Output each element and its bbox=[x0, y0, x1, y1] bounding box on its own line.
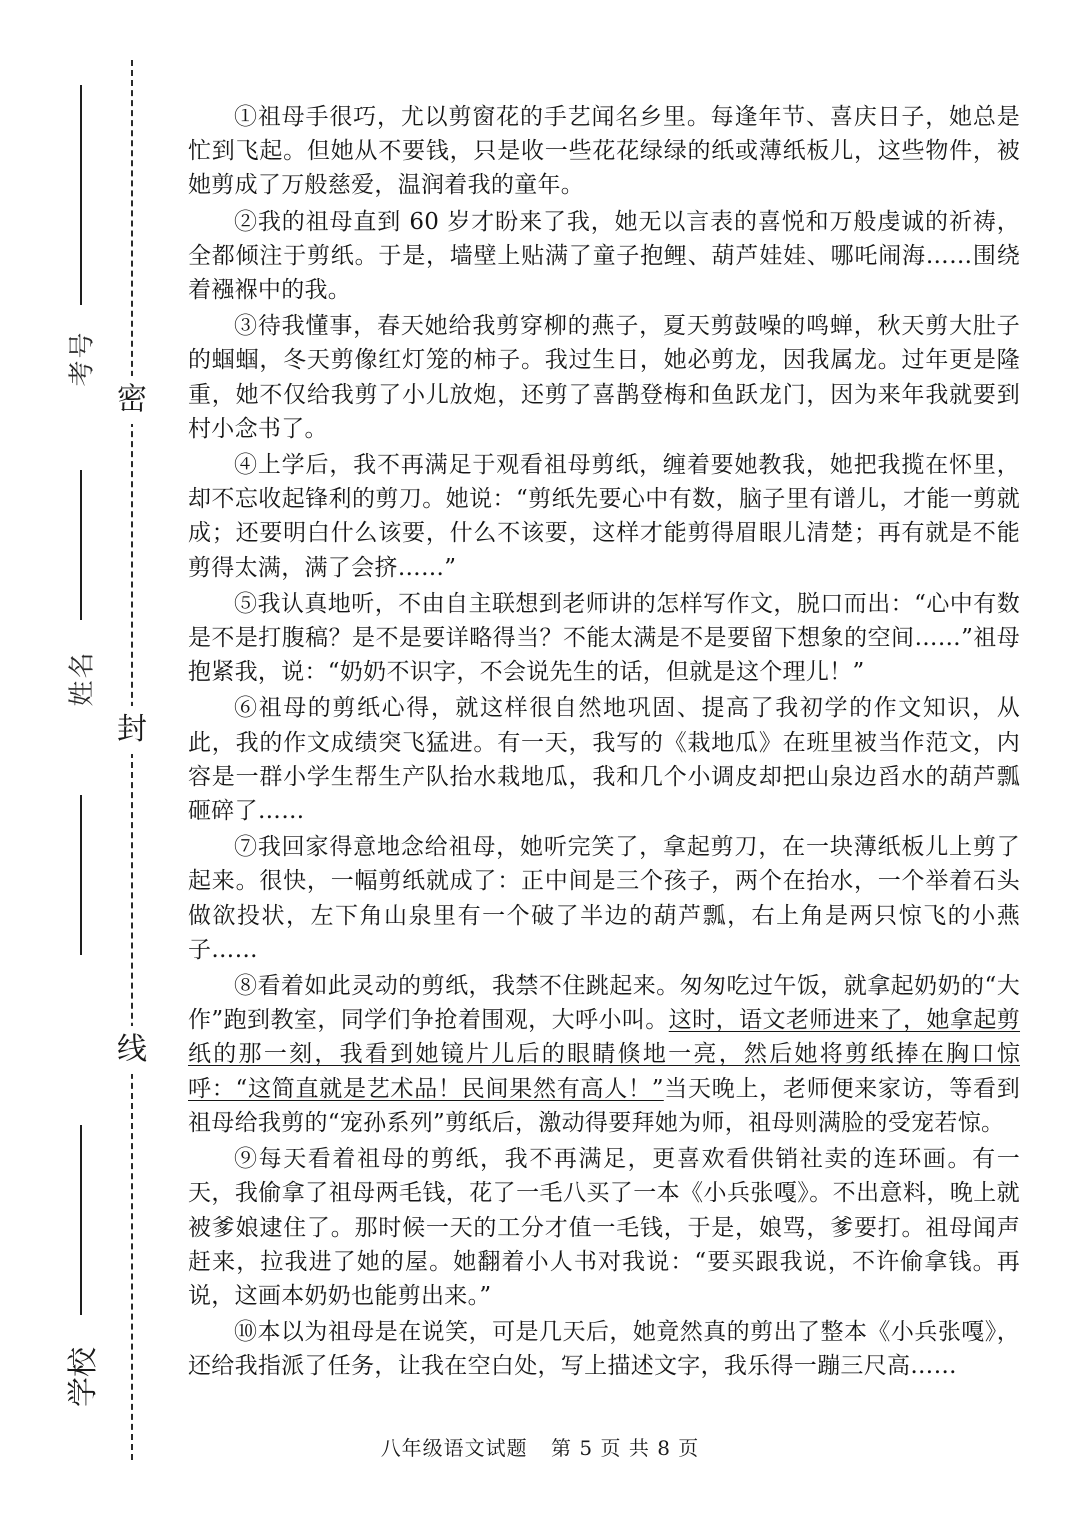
school-label: 学校 bbox=[66, 1347, 101, 1407]
exam-number-label: 考号 bbox=[67, 330, 98, 387]
page-footer bbox=[0, 1432, 1080, 1461]
paragraph-8-before: ⑧看着如此灵动的剪纸，我禁不住跳起来。匆匆吃过午饭，就拿起奶奶的“大作”跑到教室，同学们争抢着围观，大呼小叫。 bbox=[188, 973, 1020, 1034]
exam-number-line[interactable] bbox=[80, 85, 82, 305]
paragraph-6: ⑥祖母的剪纸心得，就这样很自然地巩固、提高了我初学的作文知识，从此，我的作文成绩突飞猛进。有一天，我写的《栽地瓜》在班里被当作范文，内容是一群小学生帮生产队抬水栽地瓜，我和几个小调皮却把山泉边舀水的葫芦瓢砸碎了…… bbox=[188, 695, 1020, 825]
school-line[interactable] bbox=[80, 1125, 82, 1315]
paragraph-9: ⑨每天看着祖母的剪纸，我不再满足，更喜欢看供销社卖的连环画。有一天，我偷拿了祖母两毛钱，花了一毛八买了一本《小兵张嘎》。不出意料，晚上就被爹娘逮住了。那时候一天的工分才值一毛钱，于是，娘骂，爹要打。祖母闻声赶来，拉我进了她的屋。她翻着小人书对我说：“要买跟我说，不许偷拿钱。再说，这画本奶奶也能剪出来。” bbox=[188, 1146, 1020, 1309]
paragraph-10: ⑩本以为祖母是在说笑，可是几天后，她竟然真的剪出了整本《小兵张嘎》，还给我指派了任务，让我在空白处，写上描述文字，我乐得一蹦三尺高…… bbox=[188, 1319, 1020, 1380]
seal-char-mi: 密 bbox=[108, 376, 156, 424]
paragraph-8 bbox=[188, 969, 1020, 1140]
paragraph-7: ⑦我回家得意地念给祖母，她听完笑了，拿起剪刀，在一块薄纸板儿上剪了起来。很快，一幅剪纸就成了：正中间是三个孩子，两个在抬水，一个举着石头做欲投状，左下角山泉里有一个破了半边的葫芦瓢，右上角是两只惊飞的小燕子…… bbox=[188, 834, 1020, 963]
paragraph-4: ④上学后，我不再满足于观看祖母剪纸，缠着要她教我，她把我揽在怀里，却不忘收起锋利的剪刀。她说：“剪纸先要心中有数，脑子里有谱儿，才能一剪就成；还要明白什么该要，什么不该要，这样才能剪得眉眼儿清楚；再有就是不能剪得太满，满了会挤……” bbox=[188, 452, 1020, 581]
underlined-sentence: 这时，语文老师进来了，她拿起剪纸的那一刻，我看到她镜片儿后的眼睛倏地一亮，然后她将剪纸捧在胸口惊呼：“这简直就是艺术品！民间果然有高人！” bbox=[188, 1007, 1021, 1102]
seal-char-xian: 线 bbox=[108, 1026, 156, 1074]
seal-char-feng: 封 bbox=[108, 706, 156, 754]
exam-number-line-2[interactable] bbox=[80, 470, 82, 620]
seal-dashed-line bbox=[131, 60, 133, 1460]
reading-passage bbox=[188, 100, 1020, 1386]
page-number: 第 5 页 共 8 页 bbox=[551, 1436, 700, 1460]
paragraph-8-after: 当天晚上，老师便来家访，等看到祖母给我剪的“宠孙系列”剪纸后，激动得要拜她为师，祖母则满脸的受宠若惊。 bbox=[188, 1075, 1020, 1136]
paragraph-2: ②我的祖母直到 60 岁才盼来了我，她无以言表的喜悦和万般虔诚的祈祷，全都倾注于剪纸。于是，墙壁上贴满了童子抱鲤、葫芦娃娃、哪吒闹海……围绕着襁褓中的我。 bbox=[188, 208, 1020, 304]
paragraph-5: ⑤我认真地听，不由自主联想到老师讲的怎样写作文，脱口而出：“心中有数是不是打腹稿？是不是要详略得当？不能太满是不是要留下想象的空间……”祖母抱紧我，说：“奶奶不识字，不会说先生的话，但就是这个理儿！” bbox=[188, 590, 1020, 686]
name-line[interactable] bbox=[80, 795, 82, 955]
binding-margin bbox=[0, 0, 170, 1524]
exam-title: 八年级语文试题 bbox=[380, 1436, 528, 1460]
paragraph-1: ①祖母手很巧，尤以剪窗花的手艺闻名乡里。每逢年节、喜庆日子，她总是忙到飞起。但她从不要钱，只是收一些花花绿绿的纸或薄纸板儿，这些物件，被她剪成了万般慈爱，温润着我的童年。 bbox=[188, 104, 1020, 199]
name-label: 姓名 bbox=[67, 650, 98, 707]
paragraph-3: ③待我懂事，春天她给我剪穿柳的燕子，夏天剪鼓噪的鸣蝉，秋天剪大肚子的蝈蝈，冬天剪像红灯笼的柿子。我过生日，她必剪龙，因我属龙。过年更是隆重，她不仅给我剪了小儿放炮，还剪了喜鹊登梅和鱼跃龙门，因为来年我就要到村小念书了。 bbox=[188, 313, 1020, 442]
